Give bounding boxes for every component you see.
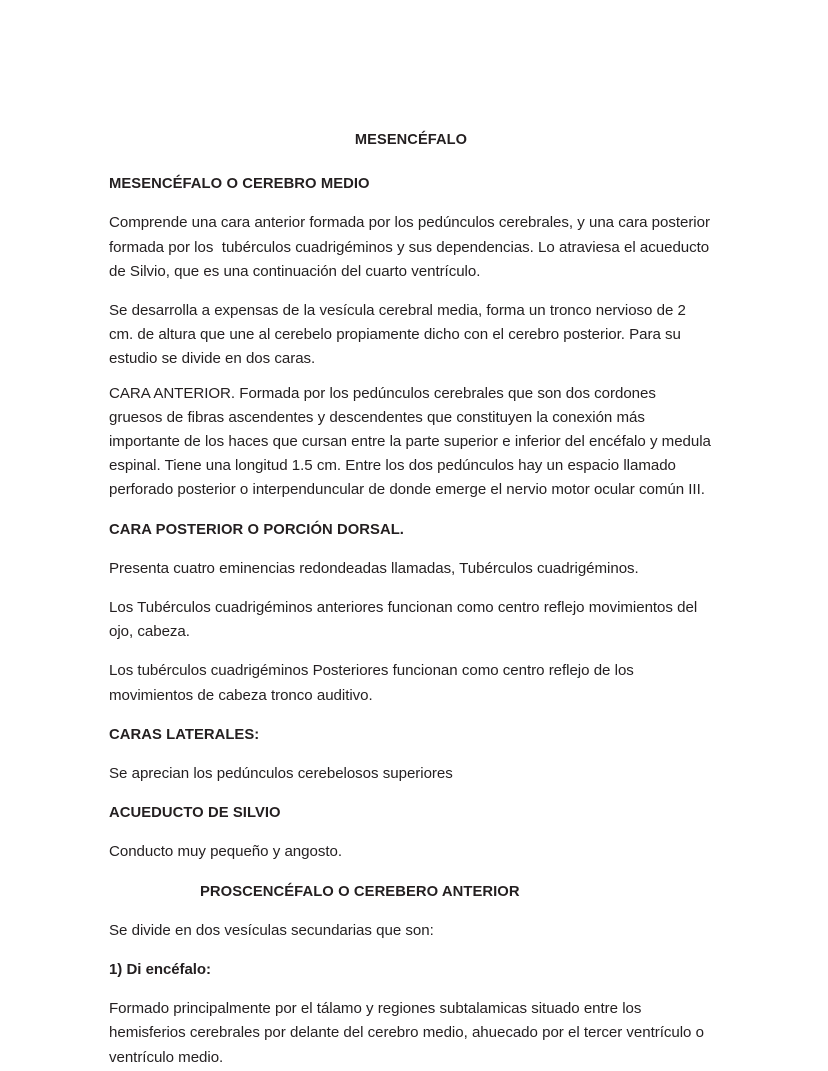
section-heading-acueducto-de-silvio: ACUEDUCTO DE SILVIO <box>109 805 281 822</box>
paragraph-se-desarrolla-a-expensas: Se desarrolla a expensas de la vesícula cerebral media, forma un tronco nervioso de 2 cm. de altura que une al cerebelo propiamente dicho con el cerebro posterior. Para su estudio se divide en dos caras. <box>109 302 691 368</box>
document-text-body <box>109 128 716 1070</box>
paragraph-cara-anterior: CARA ANTERIOR. Formada por los pedúnculos cerebrales que son dos cordones gruesos de fibras ascendentes y descendentes que constituyen la conexión más importante de los haces que cursan entre la parte superior e inferior del encéfalo y medula espinal. Tiene una longitud 1.5 cm. Entre los dos pedúnculos hay un espacio llamado perforado posterior o interpenduncular de donde emerge el nervio motor ocular común III. <box>109 384 716 499</box>
section-heading-caras-laterales: CARAS LATERALES: <box>109 726 260 743</box>
paragraph-comprende-una-cara-anterior: Comprende una cara anterior formada por los pedúnculos cerebrales, y una cara posterior formada por los tubérculos cuadrigéminos y sus dependencias. Lo atraviesa el acueducto de Silvio, que es una continuación del cuarto ventrículo. <box>109 214 715 280</box>
paragraph-presenta-cuatro-eminencias: Presenta cuatro eminencias redondeadas llamadas, Tubérculos cuadrigéminos. <box>109 559 639 577</box>
list-heading-di-encefalo: 1) Di encéfalo: <box>109 961 211 979</box>
paragraph-pedunculos-cerebelosos: Se aprecian los pedúnculos cerebelosos superiores <box>109 765 453 783</box>
paragraph-tuberculos-anteriores: Los Tubérculos cuadrigéminos anteriores funcionan como centro reflejo movimientos del ojo, cabeza. <box>109 599 702 641</box>
paragraph-se-divide-en-dos-vesiculas: Se divide en dos vesículas secundarias que son: <box>109 921 434 939</box>
page-title: MESENCÉFALO <box>354 132 468 148</box>
paragraph-formado-principalmente-por-el-talamo: Formado principalmente por el tálamo y regiones subtalamicas situado entre los hemisferios cerebrales por delante del cerebro medio, ahuecado por el tercer ventrículo o ventrículo medio. <box>109 1000 709 1066</box>
paragraph-conducto-muy-pequeno: Conducto muy pequeño y angosto. <box>109 843 342 861</box>
section-heading-mesencefalo-o-cerebro-medio: MESENCÉFALO O CEREBRO MEDIO <box>109 176 370 193</box>
section-heading-cara-posterior-o-porcion-dorsal: CARA POSTERIOR O PORCIÓN DORSAL. <box>109 521 404 538</box>
section-heading-proscencefalo-o-cerebero-anterior: PROSCENCÉFALO O CEREBERO ANTERIOR <box>200 883 520 900</box>
paragraph-tuberculos-posteriores: Los tubérculos cuadrigéminos Posteriores funcionan como centro reflejo de los movimientos de cabeza tronco auditivo. <box>109 662 639 704</box>
